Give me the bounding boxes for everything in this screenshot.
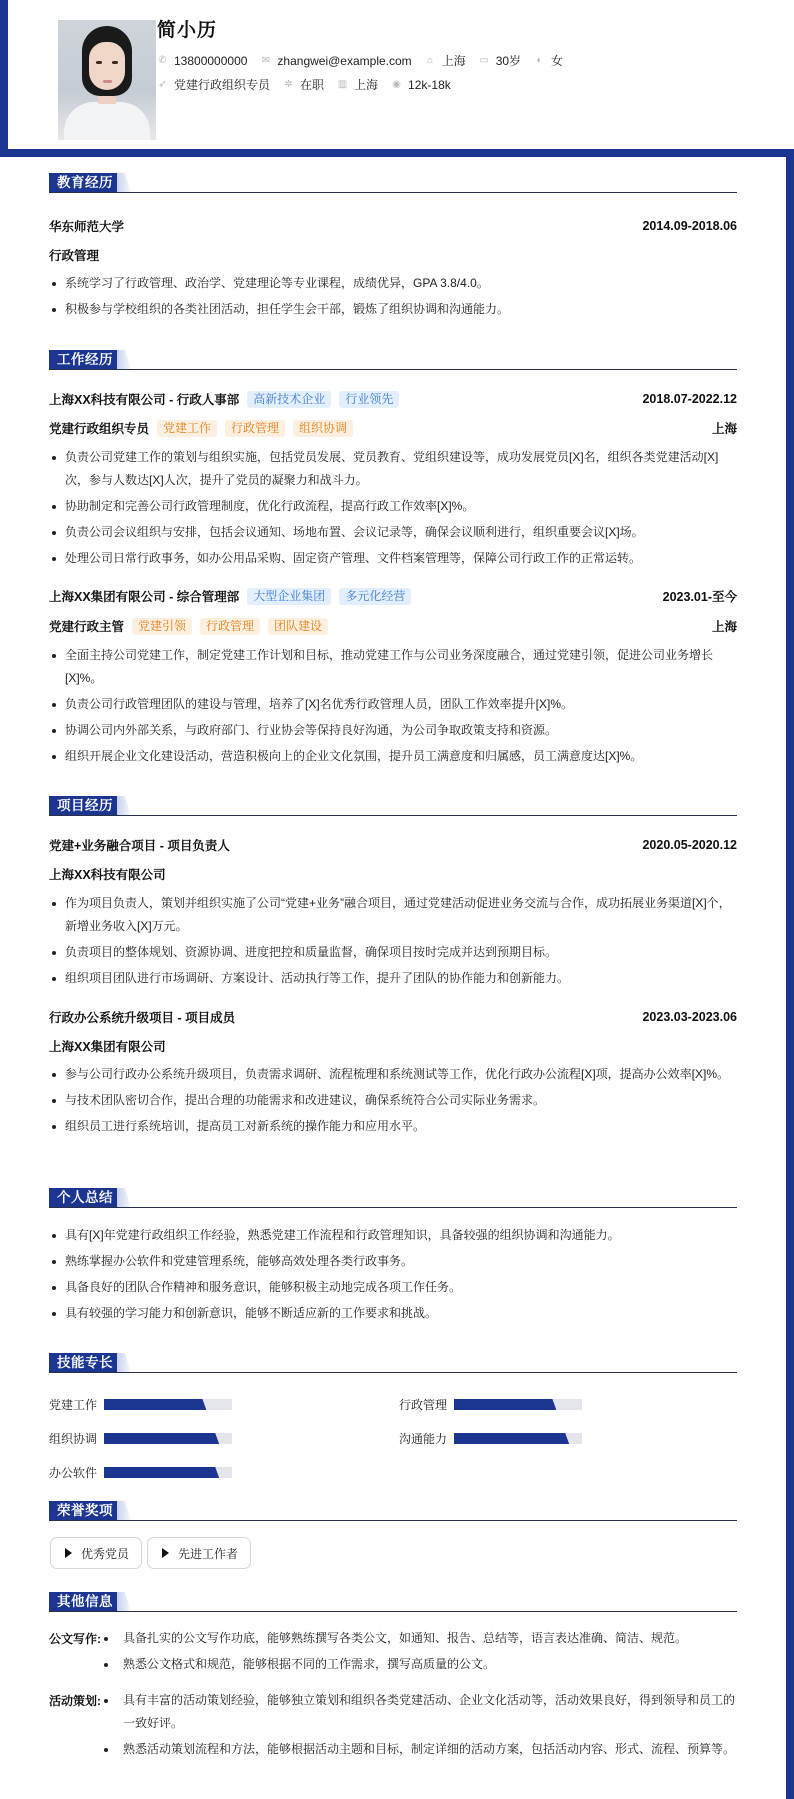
phone: ✆ 13800000000	[158, 53, 248, 68]
company-tag: 行业领先	[339, 391, 399, 408]
skill-bar	[104, 1467, 232, 1478]
project-entry-header	[49, 1008, 737, 1026]
skill-bar	[454, 1399, 582, 1410]
profile-photo	[58, 20, 156, 140]
company-name: 上海XX科技有限公司 - 行政人事部	[49, 393, 240, 407]
work-location: 上海	[711, 422, 737, 436]
skill-bar-fill	[454, 1399, 556, 1410]
list-item: 系统学习了行政管理、政治学、党建理论等专业课程，成绩优异，GPA 3.8/4.0。	[49, 272, 737, 295]
home-icon: ⌂	[427, 55, 434, 66]
status-icon: ✲	[284, 79, 293, 90]
section-tab-tail	[117, 796, 131, 815]
section-header-education	[49, 173, 737, 193]
project-date: 2023.03-2023.06	[642, 1010, 737, 1024]
section-header-skills	[49, 1353, 737, 1373]
section-title: 荣誉奖项	[49, 1501, 121, 1520]
work-title-row	[49, 419, 737, 437]
list-item: 负责公司党建工作的策划与组织实施，包括党员发展、党员教育、党组织建设等，成功发展党员[X]名，组织各类党建活动[X]次，参与人数达[X]人次，提升了党员的凝聚力和战斗力。	[49, 446, 737, 492]
project-bullets	[49, 892, 737, 993]
summary-bullets	[49, 1224, 737, 1328]
contact-info-row	[157, 52, 576, 69]
list-item: 协助制定和完善公司行政管理制度，优化行政流程，提高行政工作效率[X]%。	[49, 495, 737, 518]
project-entry-header	[49, 836, 737, 854]
list-item: 熟悉活动策划流程和方法，能够根据活动主题和目标，制定详细的活动方案，包括活动内容、形式、流程、预算等。	[101, 1738, 737, 1761]
work-location: 上海	[711, 620, 737, 634]
section-header-projects	[49, 796, 737, 816]
school-name: 华东师范大学	[49, 220, 125, 234]
work-title-row	[49, 617, 737, 635]
work-date: 2018.07-2022.12	[642, 392, 737, 406]
education-entry-header	[49, 217, 737, 235]
list-item: 具备扎实的公文写作功底，能够熟练撰写各类公文，如通知、报告、总结等，语言表达准确、简洁、规范。	[101, 1627, 737, 1650]
gender: ◐ 女	[534, 52, 563, 69]
job-title: 党建行政组织专员	[49, 422, 150, 436]
major: 行政管理	[49, 249, 100, 263]
section-title: 个人总结	[49, 1188, 121, 1207]
list-item: 具有较强的学习能力和创新意识，能够不断适应新的工作要求和挑战。	[49, 1302, 737, 1325]
list-item: 积极参与学校组织的各类社团活动，担任学生会干部，锻炼了组织协调和沟通能力。	[49, 298, 737, 321]
list-item: 具备良好的团队合作精神和服务意识，能够积极主动地完成各项工作任务。	[49, 1276, 737, 1299]
list-item: 与技术团队密切合作，提出合理的功能需求和改进建议，确保系统符合公司实际业务需求。	[49, 1089, 737, 1112]
list-item: 组织项目团队进行市场调研、方案设计、活动执行等工作，提升了团队的协作能力和创新能力。	[49, 967, 737, 990]
other-info-bullets	[101, 1627, 737, 1679]
skill-bar-fill	[104, 1433, 219, 1444]
skill-name: 行政管理	[399, 1398, 448, 1412]
work-bullets	[49, 644, 737, 771]
company-tag: 高新技术企业	[247, 391, 331, 408]
job-intent-row	[157, 76, 464, 93]
project-company: 上海XX集团有限公司	[49, 1040, 166, 1054]
skill-bar	[454, 1433, 582, 1444]
list-item: 具有[X]年党建行政组织工作经验，熟悉党建工作流程和行政管理知识，具备较强的组织协调和沟通能力。	[49, 1224, 737, 1247]
project-date: 2020.05-2020.12	[642, 838, 737, 852]
mail-icon: ✉	[261, 55, 271, 66]
section-title: 项目经历	[49, 796, 121, 815]
honor-label: 优秀党员	[81, 1546, 130, 1561]
gender-icon: ◐	[536, 55, 543, 66]
job-title: 党建行政主管	[49, 620, 125, 634]
skill-bar-fill	[104, 1399, 206, 1410]
project-bullets	[49, 1063, 737, 1141]
section-title: 其他信息	[49, 1592, 121, 1611]
section-tab-tail	[117, 1353, 131, 1372]
list-item: 熟悉公文格式和规范，能够根据不同的工作需求，撰写高质量的公文。	[101, 1653, 737, 1676]
list-item: 负责公司行政管理团队的建设与管理，培养了[X]名优秀行政管理人员，团队工作效率提升[X]%。	[49, 693, 737, 716]
candidate-name: 简小历	[157, 20, 218, 41]
target-position: ➶ 党建行政组织专员	[158, 78, 271, 92]
section-title: 技能专长	[49, 1353, 121, 1372]
other-info-label: 活动策划:	[49, 1694, 101, 1708]
education-date: 2014.09-2018.06	[642, 219, 737, 233]
list-item: 组织员工进行系统培训，提高员工对新系统的操作能力和应用水平。	[49, 1115, 737, 1138]
skill-bar-fill	[454, 1433, 569, 1444]
work-entry-header	[49, 587, 737, 605]
list-item: 处理公司日常行政事务，如办公用品采购、固定资产管理、文件档案管理等，保障公司行政工作的正常运转。	[49, 547, 737, 570]
honor-label: 先进工作者	[178, 1546, 239, 1561]
list-item: 组织开展企业文化建设活动，营造积极向上的企业文化氛围，提升员工满意度和归属感，员工满意度达[X]%。	[49, 745, 737, 768]
skill-tag: 行政管理	[200, 618, 260, 635]
skill-bar	[104, 1399, 232, 1410]
skill-bar	[104, 1433, 232, 1444]
list-item: 参与公司行政办公系统升级项目，负责需求调研、流程梳理和系统测试等工作，优化行政办公流程[X]项，提高办公效率[X]%。	[49, 1063, 737, 1086]
email: ✉ zhangwei@example.com	[261, 53, 412, 68]
honor-badge	[147, 1537, 251, 1569]
list-item: 熟练掌握办公软件和党建管理系统，能够高效处理各类行政事务。	[49, 1250, 737, 1273]
section-header-summary	[49, 1188, 737, 1208]
list-item: 作为项目负责人，策划并组织实施了公司“党建+业务”融合项目，通过党建活动促进业务交流与合作，成功拓展业务渠道[X]个，新增业务收入[X]万元。	[49, 892, 737, 938]
other-info-label: 公文写作:	[49, 1632, 101, 1646]
skill-item	[49, 1396, 232, 1413]
age-icon: ▭	[479, 55, 489, 66]
skill-item	[49, 1464, 232, 1481]
skill-item	[49, 1430, 232, 1447]
skill-name: 沟通能力	[399, 1432, 448, 1446]
skill-tag: 团队建设	[268, 618, 328, 635]
list-item: 负责公司会议组织与安排，包括会议通知、场地布置、会议记录等，确保会议顺利进行，组织重要会议[X]场。	[49, 521, 737, 544]
skill-item	[399, 1430, 582, 1447]
section-header-work	[49, 350, 737, 370]
section-tab-tail	[117, 173, 131, 192]
triangle-right-icon	[65, 1548, 72, 1558]
section-title: 教育经历	[49, 173, 121, 192]
section-tab-tail	[117, 1188, 131, 1207]
work-entry-header	[49, 390, 737, 408]
age: ▭ 30岁	[479, 54, 522, 68]
expected-salary: ◉ 12k-18k	[392, 77, 451, 92]
list-item: 全面主持公司党建工作，制定党建工作计划和目标，推动党建工作与公司业务深度融合，通过党建引领，促进公司业务增长[X]%。	[49, 644, 737, 690]
building-icon: ▥	[337, 79, 348, 90]
skill-name: 组织协调	[49, 1432, 98, 1446]
project-company: 上海XX科技有限公司	[49, 868, 166, 882]
skill-tag: 组织协调	[293, 420, 353, 437]
section-tab-tail	[117, 1592, 131, 1611]
education-major-row	[49, 246, 737, 264]
triangle-right-icon	[162, 1548, 169, 1558]
project-company-row	[49, 1037, 737, 1055]
salary-icon: ◉	[392, 79, 401, 90]
target-city: ▥ 上海	[337, 78, 379, 92]
skill-name: 办公软件	[49, 1466, 98, 1480]
company-tag: 大型企业集团	[247, 588, 331, 605]
section-tab-tail	[117, 350, 131, 369]
project-name: 行政办公系统升级项目 - 项目成员	[49, 1011, 236, 1025]
section-title: 工作经历	[49, 350, 121, 369]
project-name: 党建+业务融合项目 - 项目负责人	[49, 839, 230, 853]
education-bullets	[49, 272, 737, 324]
skill-item	[399, 1396, 582, 1413]
skill-name: 党建工作	[49, 1398, 98, 1412]
residence: ⌂ 上海	[425, 52, 466, 69]
send-icon: ➶	[158, 79, 167, 90]
section-header-honors	[49, 1501, 737, 1521]
job-status: ✲ 在职	[284, 78, 325, 92]
list-item: 协调公司内外部关系，与政府部门、行业协会等保持良好沟通，为公司争取政策支持和资源。	[49, 719, 737, 742]
skill-bar-fill	[104, 1467, 219, 1478]
section-tab-tail	[117, 1501, 131, 1520]
company-tag: 多元化经营	[339, 588, 411, 605]
work-bullets	[49, 446, 737, 573]
other-info-bullets	[101, 1689, 737, 1764]
company-name: 上海XX集团有限公司 - 综合管理部	[49, 590, 240, 604]
skill-tag: 行政管理	[225, 420, 285, 437]
list-item: 负责项目的整体规划、资源协调、进度把控和质量监督，确保项目按时完成并达到预期目标。	[49, 941, 737, 964]
honor-badge	[50, 1537, 142, 1569]
list-item: 具有丰富的活动策划经验，能够独立策划和组织各类党建活动、企业文化活动等，活动效果良好，得到领导和员工的一致好评。	[101, 1689, 737, 1735]
section-header-other	[49, 1592, 737, 1612]
skill-tag: 党建工作	[157, 420, 217, 437]
work-date: 2023.01-至今	[662, 590, 737, 604]
phone-icon: ✆	[158, 55, 167, 66]
skill-tag: 党建引领	[132, 618, 192, 635]
project-company-row	[49, 865, 737, 883]
